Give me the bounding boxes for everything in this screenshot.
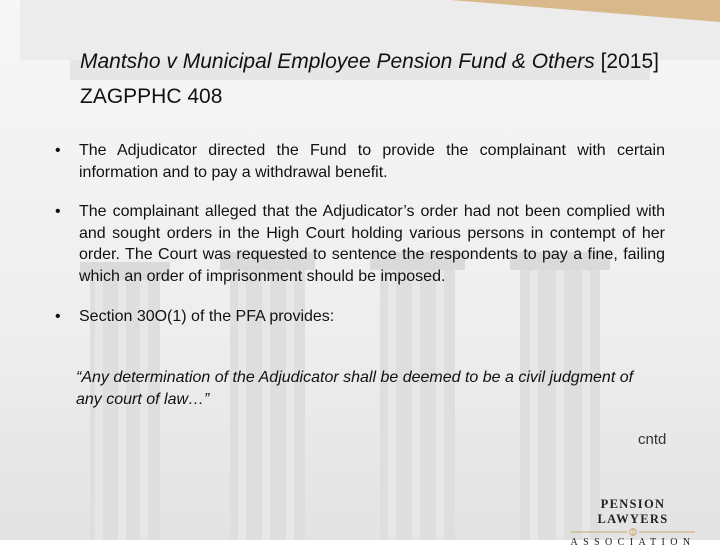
bullet-marker: • bbox=[55, 142, 61, 159]
logo-divider-icon bbox=[571, 528, 695, 536]
bullet-marker: • bbox=[55, 307, 61, 325]
case-citation: [2015] ZAGPPHC 408 bbox=[80, 50, 659, 108]
logo-line-1: PENSION LAWYERS bbox=[597, 497, 669, 526]
pension-lawyers-association-logo bbox=[568, 497, 698, 548]
statute-quote: “Any determination of the Adjudicator shall be deemed to be a civil judgment of any court of law…” bbox=[76, 369, 634, 408]
bullet-item bbox=[55, 140, 665, 183]
bullet-list bbox=[55, 140, 665, 327]
bullet-item bbox=[55, 201, 665, 287]
continued-label: cntd bbox=[638, 431, 667, 448]
bullet-text: The Adjudicator directed the Fund to provide the complainant with certain information and to pay a withdrawal benefit. bbox=[79, 142, 665, 181]
slide-title bbox=[80, 44, 670, 114]
bullet-item bbox=[55, 306, 665, 328]
bullet-marker: • bbox=[55, 203, 61, 221]
logo-line-2: ASSOCIATION bbox=[570, 537, 696, 548]
bullet-text: Section 30O(1) of the PFA provides: bbox=[79, 307, 335, 325]
bullet-text: The complainant alleged that the Adjudicator’s order had not been complied with and sought orders in the High Court holding various persons in contempt of her order. The Court was requested to sentence the respondents to pay a fine, failing which an order of imprisonment should be imposed. bbox=[79, 203, 665, 285]
corner-accent-triangle bbox=[450, 0, 720, 22]
case-name: Mantsho v Municipal Employee Pension Fund & Others bbox=[80, 50, 595, 73]
